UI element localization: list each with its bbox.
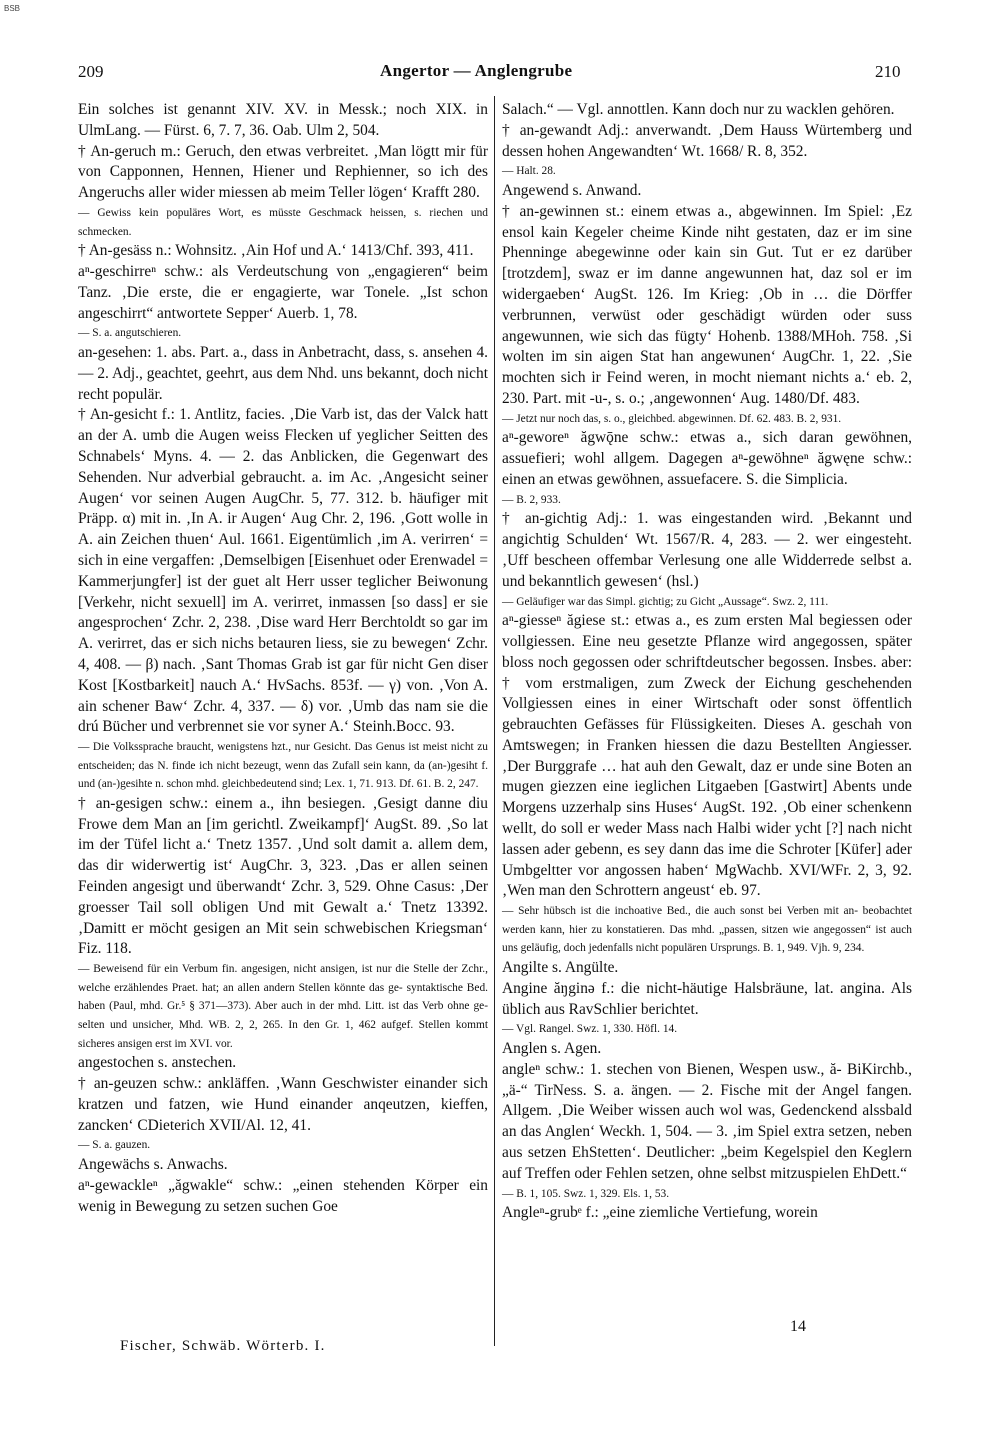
entry-paragraph: Salach.“ — Vgl. annottlen. Kann doch nur zu wacklen gehören.	[502, 101, 895, 118]
entry-note: — S. a. gauzen.	[78, 1139, 151, 1152]
entry-note: — Beweisend für ein Verbum fin. angesigen, nicht ansigen, ist nur die Stelle der Zchr., welche erzählendes Praet. hat; an allen andern Stellen könnte das ge- syntaktische Bed. haben (Paul, mhd. Gr.⁵ § 371—373). Aber auch in der mhd. Litt. ist das Verb ohne ge- selten und unsicher, Mhd. WB. 2, 2, 265. In den Gr. 1, 462 aufgef. Stellen kommt sicheres ansigen erst im XVI. vor.	[78, 963, 488, 1050]
entry-paragraph: † An-geruch m.: Geruch, den etwas verbreitet. ‚Man lögtt mir für von Capponnen, Hennen, Hiener und Rephienner, so ich des Angeruchs aller wider miessen ab meim Teller lögen‘ Krafft 280.	[78, 142, 488, 202]
sheet-signature: Fischer, Schwäb. Wörterb. I.	[120, 1338, 326, 1354]
entry-note: — Halt. 28.	[502, 165, 556, 178]
entry-paragraph: aⁿ-gewackleⁿ „ăgwakle“ schw.: „einen stehenden Körper ein wenig in Bewegung zu setzen suchen Goe	[78, 1176, 488, 1215]
entry-paragraph: † an-gewandt Adj.: anverwandt. ‚Dem Hauss Würtemberg und dessen hohen Angewandten‘ Wt. 1668/ R. 8, 352.	[502, 121, 912, 160]
entry-paragraph: Angewend s. Anwand.	[502, 181, 642, 199]
entry-paragraph: aⁿ-giesseⁿ ăgiese st.: etwas a., es zum ersten Mal begiessen oder vollgiessen. Eine neu gesetzte Pflanze wird angegossen, später bloss noch gegossen oder schriftdeutscher begossen. Insbes. aber: † vom erstmaligen, zum Zweck der Eichung geschehenden Vollgiessen eines in einer Wirtschaft oder sonst öffentlich gebrauchten Gefässes für Flüssigkeiten. Dieses A. geschah von Amtswegen; in Franken hiessen die dazu Bestellten Angiesser. ‚Der Burggrafe … hat auh den Gewalt, daz er unde sine Boten an mugen giezzen eine ieglichen Litgaeben [Gastwirt] Abents unde Morgens uzzerhalp sins Huses‘ AugSt. 192. ‚Ob einer schenkenn wellt, do soll er weder Mass nach Halbi wider ycht [?] nach nicht lassen ader gebenn, es sey dann das ime die Schroter [Küfer] ader Umbgeltter vor angossen haben‘ MgWachb. XVI/WFr. 2, 3, 92. ‚Wen man den Schrottern angeust‘ eb. 97.	[502, 612, 912, 900]
entry-paragraph: Angleⁿ-grubᵉ f.: „eine ziemliche Vertiefung, worein	[502, 1204, 818, 1222]
entry-paragraph: Angine ăŋginə f.: die nicht-häutige Halsbräune, lat. angina. Als üblich aus RavSchlier berichtet.	[502, 979, 912, 1018]
entry-note: — Sehr hübsch ist die inchoative Bed., die auch sonst bei Verben mit an- beobachtet werden kann, hier zu konstatieren. Das mhd. „passen, sitzen wie angegossen“ ist auch uns geläufig, doch jedenfalls nicht populären Ursprungs. B. 1, 949. Vjh. 9, 234.	[502, 905, 912, 955]
left-page-number: 209	[78, 62, 104, 81]
running-title: Angertor — Anglengrube	[380, 61, 573, 80]
right-column	[502, 100, 912, 1224]
left-column	[78, 100, 488, 1217]
entry-paragraph: aⁿ-geworeⁿ ăgwǭne schw.: etwas a., sich daran gewöhnen, assuefieri; wohl allgem. Dagegen aⁿ-gewöhneⁿ ăgwęne schw.: einen an etwas gewöhnen, assuefacere. S. die Simplicia.	[502, 429, 912, 488]
entry-note: — B. 1, 105. Swz. 1, 329. Els. 1, 53.	[502, 1187, 670, 1200]
entry-paragraph: † an-geuzen schw.: ankläffen. ‚Wann Geschwister einander sich kratzen und fatzen, wie Hund einander anqeutzen, kieffen, zancken‘ CDieterich XVII/Al. 12, 41.	[78, 1075, 488, 1134]
entry-paragraph: Angewächs s. Anwachs.	[78, 1156, 228, 1173]
entry-paragraph: † an-gichtig Adj.: 1. was eingestanden wird. ‚Bekannt und angichtig Schulden‘ Wt. 1567/R. 4, 283. — 2. wer eingesteht. ‚Uff bescheen offembar Verlesung one alle Widderrede selbst a. und bekanntlich gewesen‘ (hsl.)	[502, 510, 912, 590]
entry-paragraph: angestochen s. anstechen.	[78, 1054, 237, 1072]
entry-note: — S. a. angutschieren.	[78, 327, 182, 340]
library-stamp: BSB	[4, 4, 21, 13]
entry-paragraph: aⁿ-geschirreⁿ schw.: als Verdeutschung von „engagieren“ beim Tanz. ‚Die erste, die er engagierte, war Tonele. „Ist schon angeschirrt“ antwortete Sepper‘ Auerb. 1, 78.	[78, 262, 488, 322]
entry-paragraph: angleⁿ schw.: 1. stechen von Bienen, Wespen usw., ă- BiKirchb., „ä-“ TirNess. S. a. ängen. — 2. Fische mit der Angel fangen. Allgem. ‚Die Weiber wissen auch wol was, Gedenckend alssbald an das Anglen‘ Weckh. 1, 504. — 3. ‚im Spiel extra setzen, neben aus setzen EhStetten‘. Deutlicher: „beim Kegelspiel den Keglern auf Treffen oder Fehlen setzen, ohne selbst mitzuspielen EhDett.“	[502, 1060, 912, 1182]
entry-note: — Vgl. Rangel. Swz. 1, 330. Höfl. 14.	[502, 1023, 678, 1036]
entry-paragraph: Angilte s. Angülte.	[502, 959, 619, 977]
entry-note: — Die Volkssprache braucht, wenigstens hzt., nur Gesicht. Das Genus ist meist nicht zu entscheiden; das N. finde ich nicht bezeugt, wenn das Zufall sein kann, da (an-)gesiht f. und (an-)gesihte n. schon mhd. gleichbedeutend sind; Lex. 1, 71. 913. Df. 61. B. 2, 247.	[78, 741, 488, 791]
column-divider	[494, 96, 495, 1346]
entry-note: — Gewiss kein populäres Wort, es müsste Geschmack heissen, s. riechen und schmecken.	[78, 206, 488, 238]
entry-paragraph: an-gesehen: 1. abs. Part. a., dass in Anbetracht, dass, s. ansehen 4. — 2. Adj., geachtet, geehrt, aus dem Nhd. uns bekannt, doch nicht recht populär.	[78, 343, 488, 403]
entry-paragraph: † An-gesicht f.: 1. Antlitz, facies. ‚Die Varb ist, das der Valck hatt an der A. umb die Augen weiss Flecken uf yeglicher Seitten des Schnabels‘ Myns. 4. — 2. das Anblicken, die Gegenwart des Sehenden. Nur adverbial gebraucht. a. im Ac. ‚Angesicht seiner Augen‘ vor seinen Augen AugChr. 5, 77. 312. b. häufiger mit Präpp. α) mit in. ‚In A. ir Augen‘ Aug Chr. 2, 196. ‚Gott wolle in A. ain Zeichen thuen‘ Aul. 1661. Eigentümlich ‚im A. verirren‘ = sich in eine vergaffen: ‚Demselbigen [Eisenhuet oder Erenwadel = Kammerjungfer] ist der guet alt Herr usser teglicher Beiwonung [Verkehr, nicht sexuell] im A. verirret, inmassen [so dass] er sie angesprochen‘ Zchr. 2, 238. ‚Dise ward Herr Berchtoldt so gar im A. verirret, das er sich nichs betauren liess, sie zu bewegen‘ Zchr. 4, 408. — β) nach. ‚Sant Thomas Grab ist gar für nicht Gen diser Kost [Kostbarkeit] nauch A.‘ HvSachs. 853f. — γ) von. ‚Von A. ain schener Baw‘ Zchr. 4, 337. — δ) vor. ‚Umb das nam sie die drú Bücher und verbrennet sie vor syner A.‘ Steinh.Bocc. 93.	[78, 406, 488, 736]
entry-paragraph: † An-gesäss n.: Wohnsitz. ‚Ain Hof und A.‘ 1413/Chf. 393, 411.	[78, 242, 474, 260]
entry-paragraph: Anglen s. Agen.	[502, 1040, 602, 1058]
sheet-number: 14	[790, 1318, 806, 1335]
entry-paragraph: † an-gesigen schw.: einem a., ihn besiegen. ‚Gesigt danne diu Frowe dem Man an [im gerichtl. Zweikampf]‘ AugSt. 89. ‚So lat im der Tüfel licht a.‘ Tnetz 1357. ‚Und solt damit a. allem dem, das dir widerwertig ist‘ AugChr. 3, 323. ‚Das er allen seinen Feinden angesigt und überwandt‘ Zchr. 3, 529. Ohne Casus: ‚Der groesser Tail soll obligen Und mit Gewalt a.‘ Tnetz 13392. ‚Damitt er möcht gesigen an Mit sein schwebischen Kriegsman‘ Fiz. 118.	[78, 794, 488, 958]
entry-paragraph: Ein solches ist genannt XIV. XV. in Messk.; noch XIX. in UlmLang. — Fürst. 6, 7. 7, 36. Oab. Ulm 2, 504.	[78, 101, 488, 139]
entry-note: — Jetzt nur noch das, s. o., gleichbed. abgewinnen. Df. 62. 483. B. 2, 931.	[502, 412, 842, 425]
entry-paragraph: † an-gewinnen st.: einem etwas a., abgewinnen. Im Spiel: ‚Ez ensol kain Kegeler cheime Kinde niht gestaten, daz er im sine Phenninge abegewinne oder kain sin Gut. Tut er ez darüber [trotzdem], swaz er im danne angewunnen hat, daz sol er im widergaeben‘ AugSt. 126. Im Krieg: ‚Ob in … die Dörffer verbrunnen, verwüst oder geschädigt würden oder suss angewunnen, wie sich das fügty‘ Hohenb. 1388/MHoh. 758. ‚Si wolten im sin aigen Stat han angewunen‘ AugChr. 1, 22. ‚Sie mochten sich ir Feind weren, in mocht niemant nichts a.‘ eb. 2, 230. Part. mit -u-, s. o.; ‚angewonnen‘ Aug. 1480/Df. 483.	[502, 202, 912, 407]
entry-note: — B. 2, 933.	[502, 493, 561, 506]
entry-note: — Geläufiger war das Simpl. gichtig; zu Gicht „Aussage“. Swz. 2, 111.	[502, 595, 829, 608]
right-page-number: 210	[875, 62, 901, 81]
